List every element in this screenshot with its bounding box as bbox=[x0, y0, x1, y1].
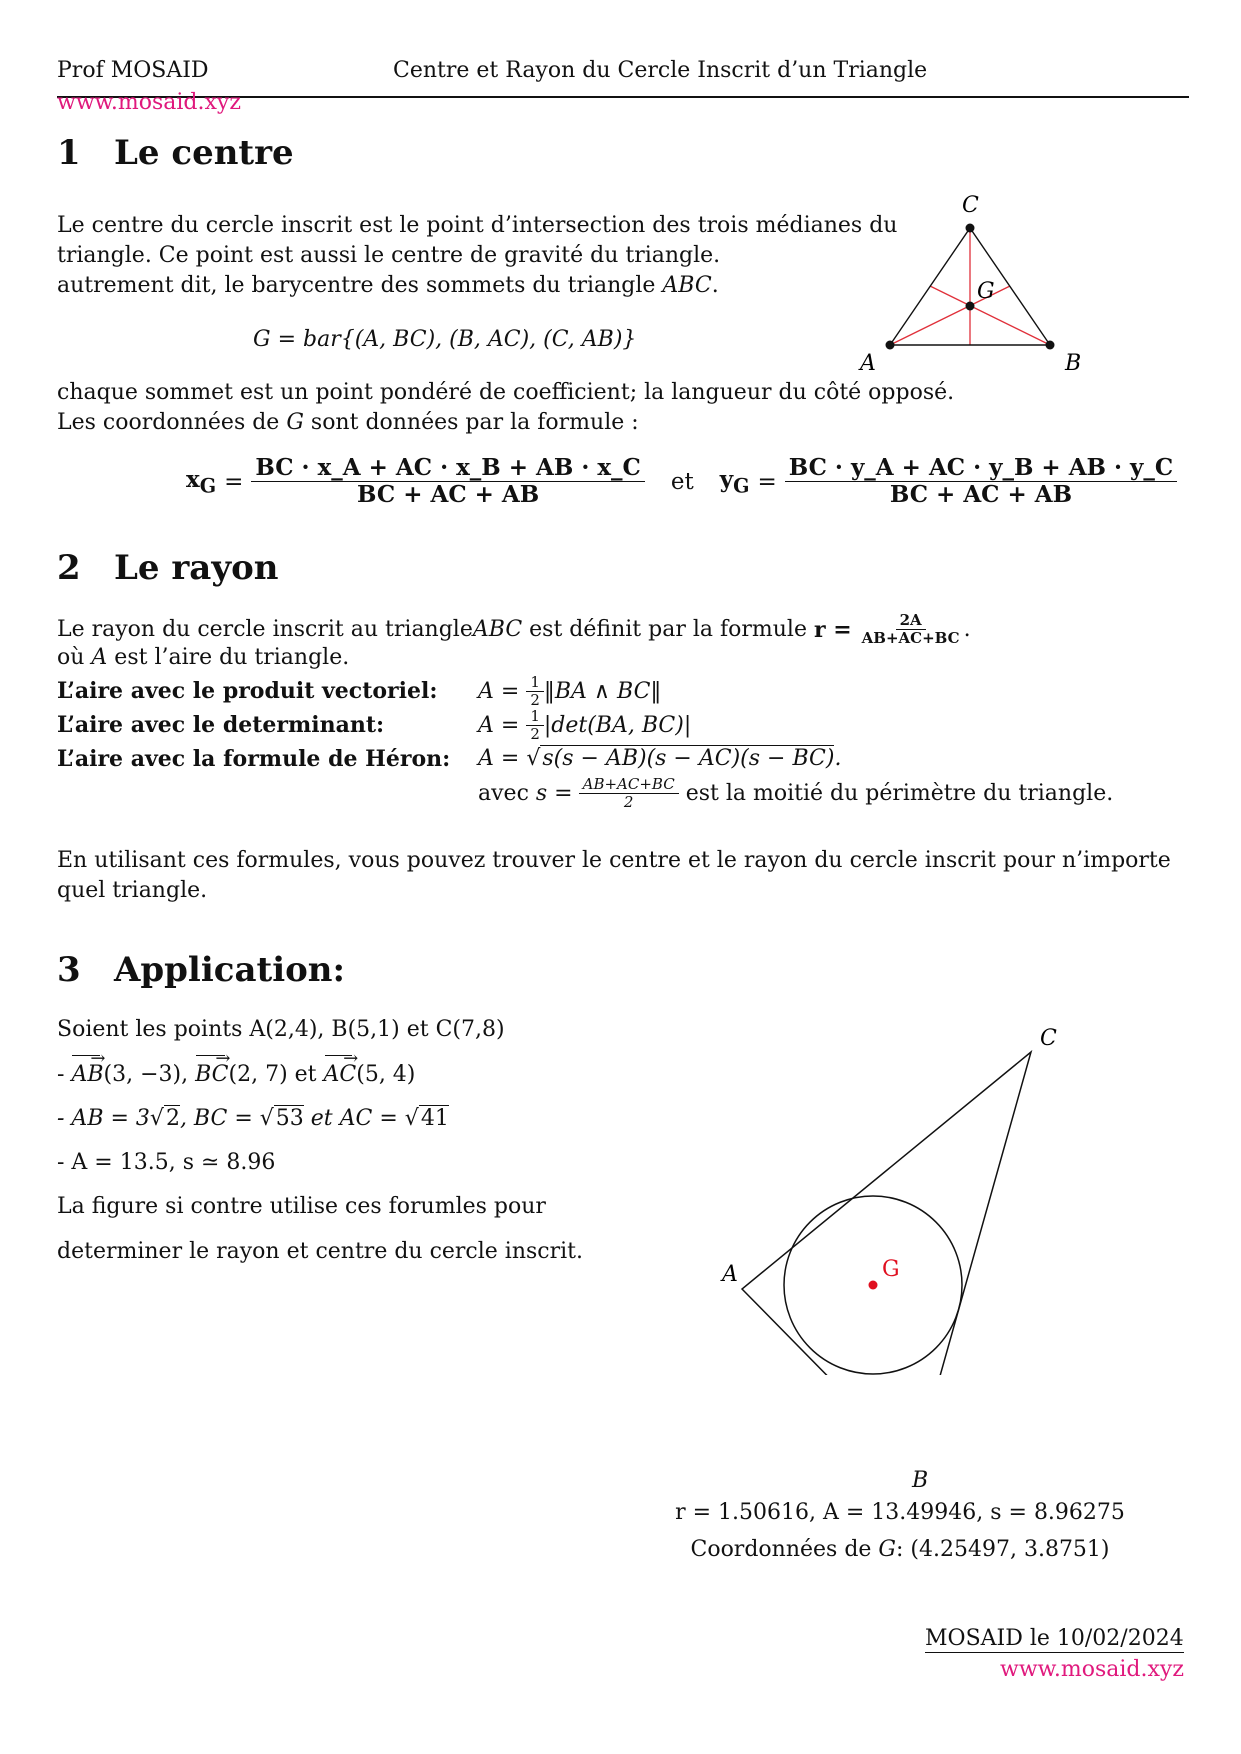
app-result-line2: Coordonnées de G: (4.25497, 3.8751) bbox=[690, 1537, 1110, 1562]
vertex-c bbox=[966, 224, 975, 233]
section-1-title: Le centre bbox=[114, 133, 294, 173]
section-3-heading bbox=[57, 950, 345, 990]
incircle-figure bbox=[720, 1005, 1140, 1375]
section-3-title: Application: bbox=[114, 950, 346, 990]
label-a: A bbox=[860, 351, 876, 376]
s2-conclusion-line2: quel triangle. bbox=[57, 878, 208, 903]
app-text-line2: determiner le rayon et centre du cercle inscrit. bbox=[57, 1239, 584, 1264]
app-vectors-line: - → AB(3, −3), → BC(2, 7) et → AC(5, 4) bbox=[57, 1060, 415, 1090]
app-points-line: Soient les points A(2,4), B(5,1) et C(7,8) bbox=[57, 1017, 505, 1042]
section-1-number: 1 bbox=[57, 133, 81, 173]
s2-area-definition: où A est l’aire du triangle. bbox=[57, 645, 350, 670]
small-triangle-figure bbox=[840, 190, 1110, 380]
app-text-line1: La figure si contre utilise ces forumles pour bbox=[57, 1194, 546, 1219]
area-vect-formula: A = $\frac{1}{2}$ ‖BA ∧ BC‖ bbox=[478, 673, 662, 710]
s1-paragraph-line3: autrement dit, le barycentre des sommets du triangle ABC. bbox=[57, 273, 719, 298]
xg-lhs: $x_G$ bbox=[186, 466, 217, 498]
label-c-large: C bbox=[1040, 1026, 1057, 1051]
triangle-abc-large bbox=[742, 1052, 1031, 1375]
radius-fraction: $\frac{2A}{AB+AC+BC}$ bbox=[861, 611, 960, 648]
s2-conclusion-line1: En utilisant ces formules, vous pouvez trouver le centre et le rayon du cercle inscrit pour n’importe bbox=[57, 848, 1171, 873]
area-heron-formula: A = √s(s − AB)(s − AC)(s − BC). bbox=[478, 746, 842, 771]
area-det-label: L’aire avec le determinant: bbox=[57, 712, 385, 738]
app-area-line: - A = 13.5, s ≃ 8.96 bbox=[57, 1150, 276, 1175]
incenter-g bbox=[869, 1281, 878, 1290]
section-2-heading bbox=[57, 548, 278, 588]
label-g: G bbox=[977, 279, 995, 304]
s1-paragraph-line2: triangle. Ce point est aussi le centre de gravité du triangle. bbox=[57, 243, 721, 268]
semi-perimeter-line: avec s = $\frac{AB+AC+BC}{2}$ est la moitié du périmètre du triangle. bbox=[478, 775, 1114, 812]
s1-paragraph-line1: Le centre du cercle inscrit est le point d’intersection des trois médianes du bbox=[57, 213, 898, 238]
app-lengths-line: - AB = 3√2, BC = √53 et AC = √41 bbox=[57, 1106, 449, 1131]
area-heron-label: L’aire avec la formule de Héron: bbox=[57, 746, 451, 772]
yg-fraction: $\frac{BC \cdot y\_A + AC \cdot y\_B + AB \cdot y\_C}{BC + AC + AB}$ bbox=[785, 455, 1177, 509]
area-det-formula: A = $\frac{1}{2}$ |det(BA, BC)| bbox=[478, 707, 692, 744]
app-result-line1: r = 1.50616, A = 13.49946, s = 8.96275 bbox=[675, 1500, 1125, 1525]
centroid-g bbox=[966, 302, 975, 311]
xg-fraction: $\frac{BC \cdot x\_A + AC \cdot x\_B + AB \cdot x\_C}{BC + AC + AB}$ bbox=[251, 455, 644, 509]
label-b: B bbox=[1065, 351, 1082, 376]
vertex-b bbox=[1046, 341, 1055, 350]
label-c: C bbox=[962, 193, 979, 218]
centroid-formulas: $x_G$ = $\frac{BC \cdot x\_A + AC \cdot x\_B + AB \cdot x\_C}{BC + AC + AB}$ et $y_G$ = $\frac{BC \cdot y\_A + AC \cdot y\_B + AB \cdot y\_C}{BC + AC + AB}$ bbox=[186, 455, 1177, 509]
header-author: Prof MOSAID bbox=[57, 58, 209, 83]
section-1-heading bbox=[57, 133, 294, 173]
header-title: Centre et Rayon du Cercle Inscrit d’un Triangle bbox=[393, 58, 928, 83]
label-g-large: G bbox=[882, 1257, 900, 1282]
footer-website-link[interactable]: www.mosaid.xyz bbox=[1000, 1657, 1184, 1682]
section-2-number: 2 bbox=[57, 548, 81, 588]
area-vect-label: L’aire avec le produit vectoriel: bbox=[57, 678, 438, 704]
label-a-large: A bbox=[722, 1262, 738, 1287]
s2-radius-line: Le rayon du cercle inscrit au triangle ABC est définit par la formule r = $\frac{2A}{AB+AC+BC}$ . bbox=[57, 611, 971, 648]
header-website-link[interactable]: www.mosaid.xyz bbox=[57, 90, 241, 115]
yg-lhs: $y_G$ bbox=[719, 466, 750, 498]
et-label: et bbox=[670, 468, 694, 495]
section-2-title: Le rayon bbox=[114, 548, 279, 588]
footer-signature: MOSAID le 10/02/2024 bbox=[925, 1626, 1184, 1651]
barycentre-formula: G = bar{(A, BC), (B, AC), (C, AB)} bbox=[253, 327, 637, 352]
label-b-large-text: B bbox=[912, 1468, 929, 1493]
s1-paragraph-line5: Les coordonnées de G sont données par la formule : bbox=[57, 410, 639, 435]
s1-paragraph-line4: chaque sommet est un point pondéré de coefficient; la langueur du côté opposé. bbox=[57, 380, 955, 405]
vertex-a bbox=[886, 341, 895, 350]
section-3-number: 3 bbox=[57, 950, 81, 990]
